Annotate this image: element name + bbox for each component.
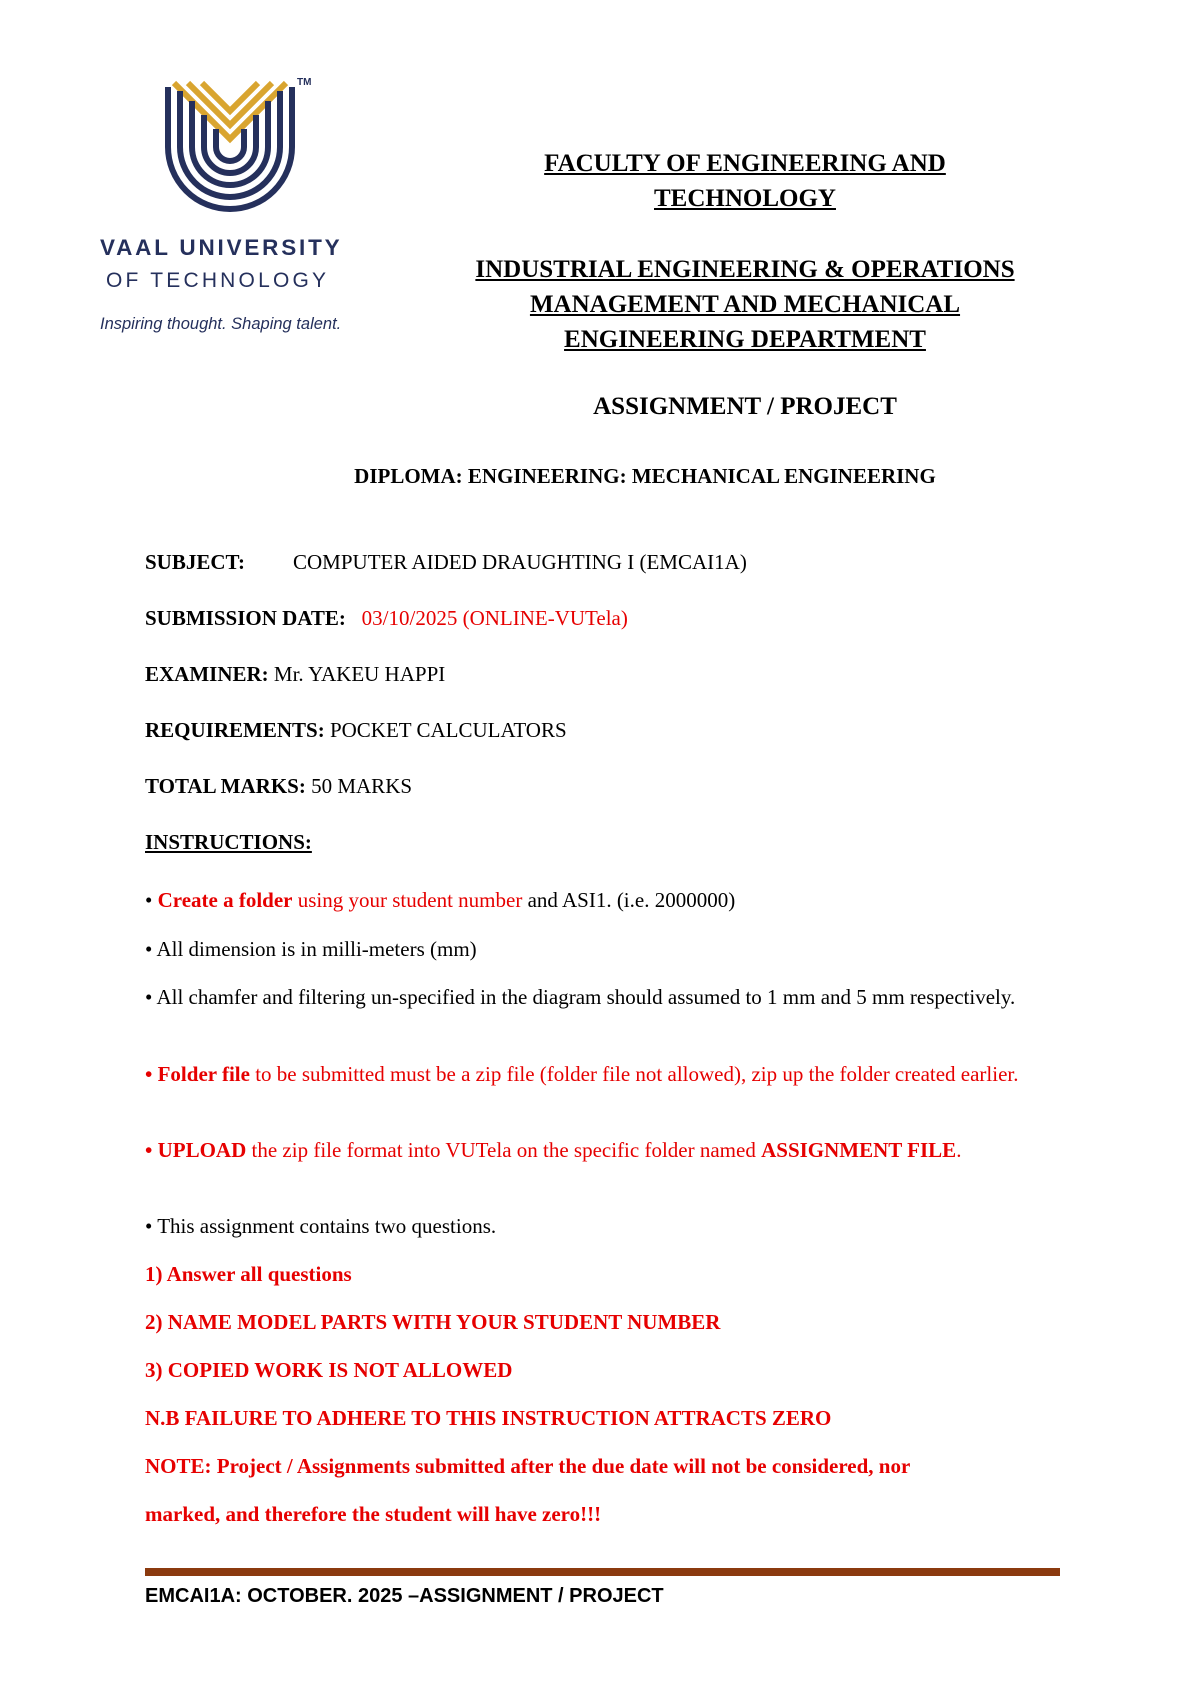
instruction-text: and ASI1. (i.e. 2000000)	[527, 888, 736, 912]
bullet: •	[145, 888, 153, 912]
examiner-value: Mr. YAKEU HAPPI	[273, 662, 446, 686]
faculty-heading	[430, 146, 1060, 216]
instruction-end: .	[956, 1138, 962, 1162]
marks-value: 50 MARKS	[311, 774, 413, 798]
marks-label: TOTAL MARKS:	[145, 774, 306, 798]
instruction-emphasis: • Folder file	[145, 1062, 250, 1086]
late-note-line-2: marked, and therefore the student will have zero!!!	[145, 1502, 602, 1526]
vut-emblem-icon	[160, 77, 300, 217]
university-logo	[92, 72, 392, 342]
requirements-label: REQUIREMENTS:	[145, 718, 325, 742]
requirements-value: POCKET CALCULATORS	[329, 718, 567, 742]
dept-line-3: ENGINEERING DEPARTMENT	[564, 326, 926, 353]
department-heading	[430, 252, 1060, 357]
instruction-red-text: using your student number	[297, 888, 523, 912]
instruction-item	[145, 1136, 1060, 1164]
examiner-row	[145, 662, 445, 687]
dept-line-1: INDUSTRIAL ENGINEERING & OPERATIONS	[475, 256, 1015, 283]
submission-row	[145, 606, 628, 631]
dept-line-2: MANAGEMENT AND MECHANICAL	[529, 291, 961, 318]
instruction-emphasis: • UPLOAD	[145, 1138, 247, 1162]
university-subname: OF TECHNOLOGY	[106, 269, 330, 292]
instruction-emphasis: Create a folder	[157, 888, 293, 912]
rule-answer-all: 1) Answer all questions	[145, 1262, 352, 1286]
faculty-line-1: FACULTY OF ENGINEERING AND	[544, 150, 946, 177]
diploma-heading: DIPLOMA: ENGINEERING: MECHANICAL ENGINEERING	[354, 464, 936, 488]
university-name: VAAL UNIVERSITY	[100, 235, 343, 260]
late-note-line-1: NOTE: Project / Assignments submitted after the due date will not be considered, nor	[145, 1454, 911, 1478]
examiner-label: EXAMINER:	[145, 662, 269, 686]
submission-label: SUBMISSION DATE:	[145, 606, 346, 630]
submission-value: 03/10/2025 (ONLINE-VUTela)	[361, 606, 628, 630]
instruction-item: • This assignment contains two questions.	[145, 1214, 497, 1238]
instruction-text: the zip file format into VUTela on the specific folder named	[251, 1138, 756, 1162]
instruction-item: • All chamfer and filtering un-specified in the diagram should assumed to 1 mm and 5 mm respectively.	[145, 985, 1016, 1009]
faculty-line-2: TECHNOLOGY	[654, 185, 836, 212]
rule-name-parts: 2) NAME MODEL PARTS WITH YOUR STUDENT NUMBER	[145, 1310, 721, 1334]
requirements-row	[145, 718, 567, 743]
subject-label: SUBJECT:	[145, 550, 245, 574]
trademark-mark: TM	[297, 77, 312, 88]
document-title: ASSIGNMENT / PROJECT	[593, 393, 897, 420]
instructions-heading: INSTRUCTIONS:	[145, 830, 312, 854]
university-tagline: Inspiring thought. Shaping talent.	[100, 315, 342, 333]
subject-row	[145, 550, 747, 575]
instruction-item	[145, 1060, 1060, 1088]
marks-row	[145, 774, 412, 799]
subject-value: COMPUTER AIDED DRAUGHTING I (EMCAI1A)	[293, 550, 747, 574]
rule-no-copying: 3) COPIED WORK IS NOT ALLOWED	[145, 1358, 513, 1382]
instruction-emphasis-2: ASSIGNMENT FILE	[761, 1138, 957, 1162]
footer-divider	[145, 1568, 1060, 1576]
rule-failure-zero: N.B FAILURE TO ADHERE TO THIS INSTRUCTION ATTRACTS ZERO	[145, 1406, 832, 1430]
instruction-item: • All dimension is in milli-meters (mm)	[145, 937, 477, 961]
instruction-item	[145, 886, 1060, 914]
page-footer: EMCAI1A: OCTOBER. 2025 –ASSIGNMENT / PROJECT	[145, 1585, 664, 1607]
instruction-text: to be submitted must be a zip file (folder file not allowed), zip up the folder created earlier.	[255, 1062, 1019, 1086]
